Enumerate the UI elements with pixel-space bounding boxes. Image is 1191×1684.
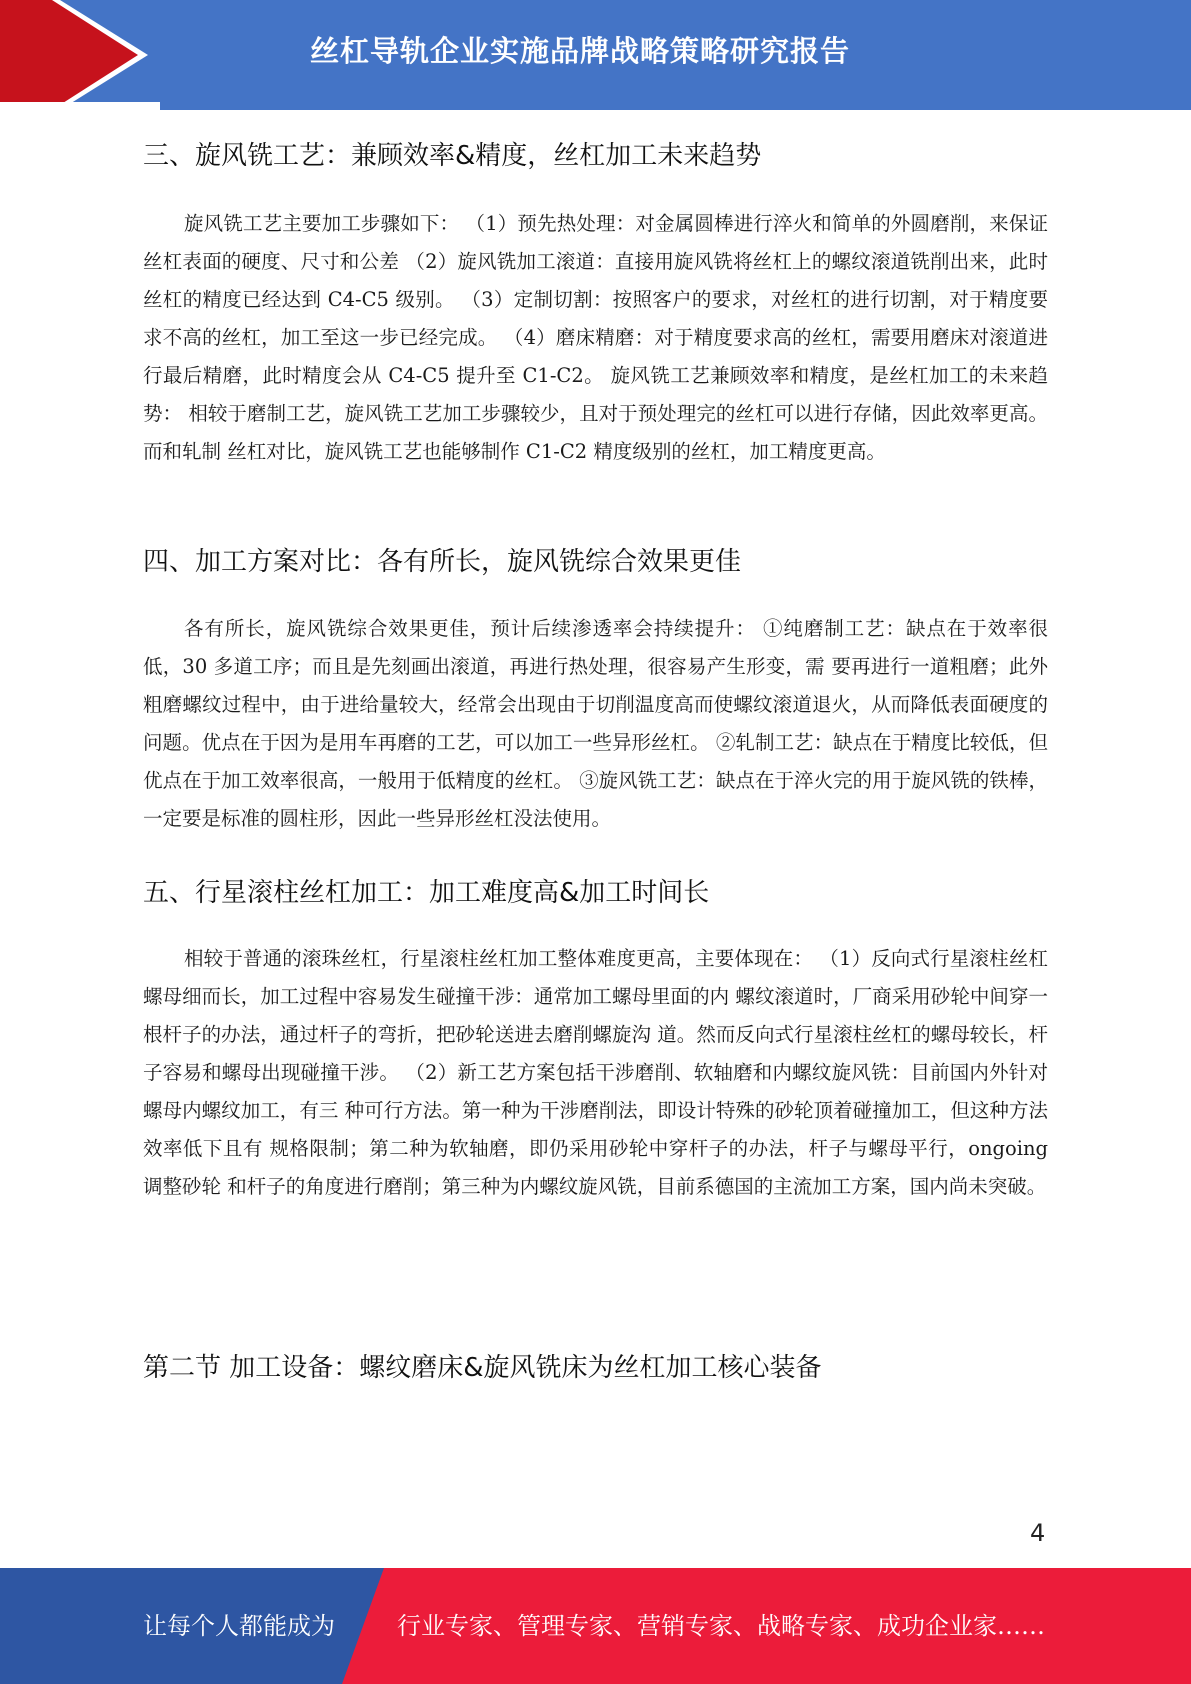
footer-slogan-right: 行业专家、管理专家、营销专家、战略专家、成功企业家…… — [397, 1612, 1045, 1640]
footer-slogan-left: 让每个人都能成为 — [143, 1612, 335, 1640]
section-heading-5: 五、行星滚柱丝杠加工：加工难度高&加工时间长 — [143, 878, 710, 908]
document-title: 丝杠导轨企业实施品牌战略策略研究报告 — [310, 34, 851, 68]
section-paragraph-3: 旋风铣工艺主要加工步骤如下： （1）预先热处理：对金属圆棒进行淬火和简单的外圆磨削，来保证丝杠表面的硬度、尺寸和公差 （2）旋风铣加工滚道：直接用旋风铣将丝杠上的螺纹滚道铣削出来，此时丝杠的精度已经达到 C4-C5 级别。 （3）定制切割：按照客户的要求，对丝杠的进行切割，对于精度要求不高的丝杠，加工至这一步已经完成。 （4）磨床精磨：对于精度要求高的丝杠，需要用磨床对滚道进行最后精磨，此时精度会从 C4-C5 提升至 C1-C2。 旋风铣工艺兼顾效率和精度，是丝杠加工的未来趋势： 相较于磨制工艺，旋风铣工艺加工步骤较少，且对于预处理完的丝杠可以进行存储，因此效率更高。而和轧制 丝杠对比，旋风铣工艺也能够制作 C1-C2 精度级别的丝杠，加工精度更高。 — [143, 212, 1048, 463]
section-heading-4: 四、加工方案对比：各有所长，旋风铣综合效果更佳 — [143, 547, 742, 577]
header-arrow-decoration — [0, 0, 160, 110]
page-footer — [0, 1568, 1191, 1684]
section-paragraph-5: 相较于普通的滚珠丝杠，行星滚柱丝杠加工整体难度更高，主要体现在： （1）反向式行星滚柱丝杠螺母细而长，加工过程中容易发生碰撞干涉：通常加工螺母里面的内 螺纹滚道时，厂商采用砂轮中间穿一根杆子的办法，通过杆子的弯折，把砂轮送进去磨削螺旋沟 道。然而反向式行星滚柱丝杠的螺母较长，杆子容易和螺母出现碰撞干涉。 （2）新工艺方案包括干涉磨削、软轴磨和内螺纹旋风铣：目前国内外针对螺母内螺纹加工，有三 种可行方法。第一种为干涉磨削法，即设计特殊的砂轮顶着碰撞加工，但这种方法效率低下且有 规格限制；第二种为软轴磨，即仍采用砂轮中穿杆子的办法，杆子与螺母平行，ongoing 调整砂轮 和杆子的角度进行磨削；第三种为内螺纹旋风铣，目前系德国的主流加工方案，国内尚未突破。 — [143, 947, 1048, 1198]
page-number: 4 — [1030, 1519, 1046, 1547]
chapter-section-heading: 第二节 加工设备：螺纹磨床&旋风铣床为丝杠加工核心装备 — [143, 1353, 822, 1383]
section-heading-3: 三、旋风铣工艺：兼顾效率&精度，丝杠加工未来趋势 — [143, 141, 762, 171]
page-header — [0, 0, 1191, 110]
section-paragraph-4: 各有所长，旋风铣综合效果更佳，预计后续渗透率会持续提升： ①纯磨制工艺：缺点在于效率很低，30 多道工序；而且是先刻画出滚道，再进行热处理，很容易产生形变，需 要再进行一道粗磨；此外粗磨螺纹过程中，由于进给量较大，经常会出现由于切削温度高而使螺纹滚道退火，从而降低表面硬度的问题。优点在于因为是用车再磨的工艺，可以加工一些异形丝杠。 ②轧制工艺：缺点在于精度比较低，但优点在于加工效率很高，一般用于低精度的丝杠。 ③旋风铣工艺：缺点在于淬火完的用于旋风铣的铁棒，一定要是标准的圆柱形，因此一些异形丝杠没法使用。 — [143, 617, 1048, 830]
